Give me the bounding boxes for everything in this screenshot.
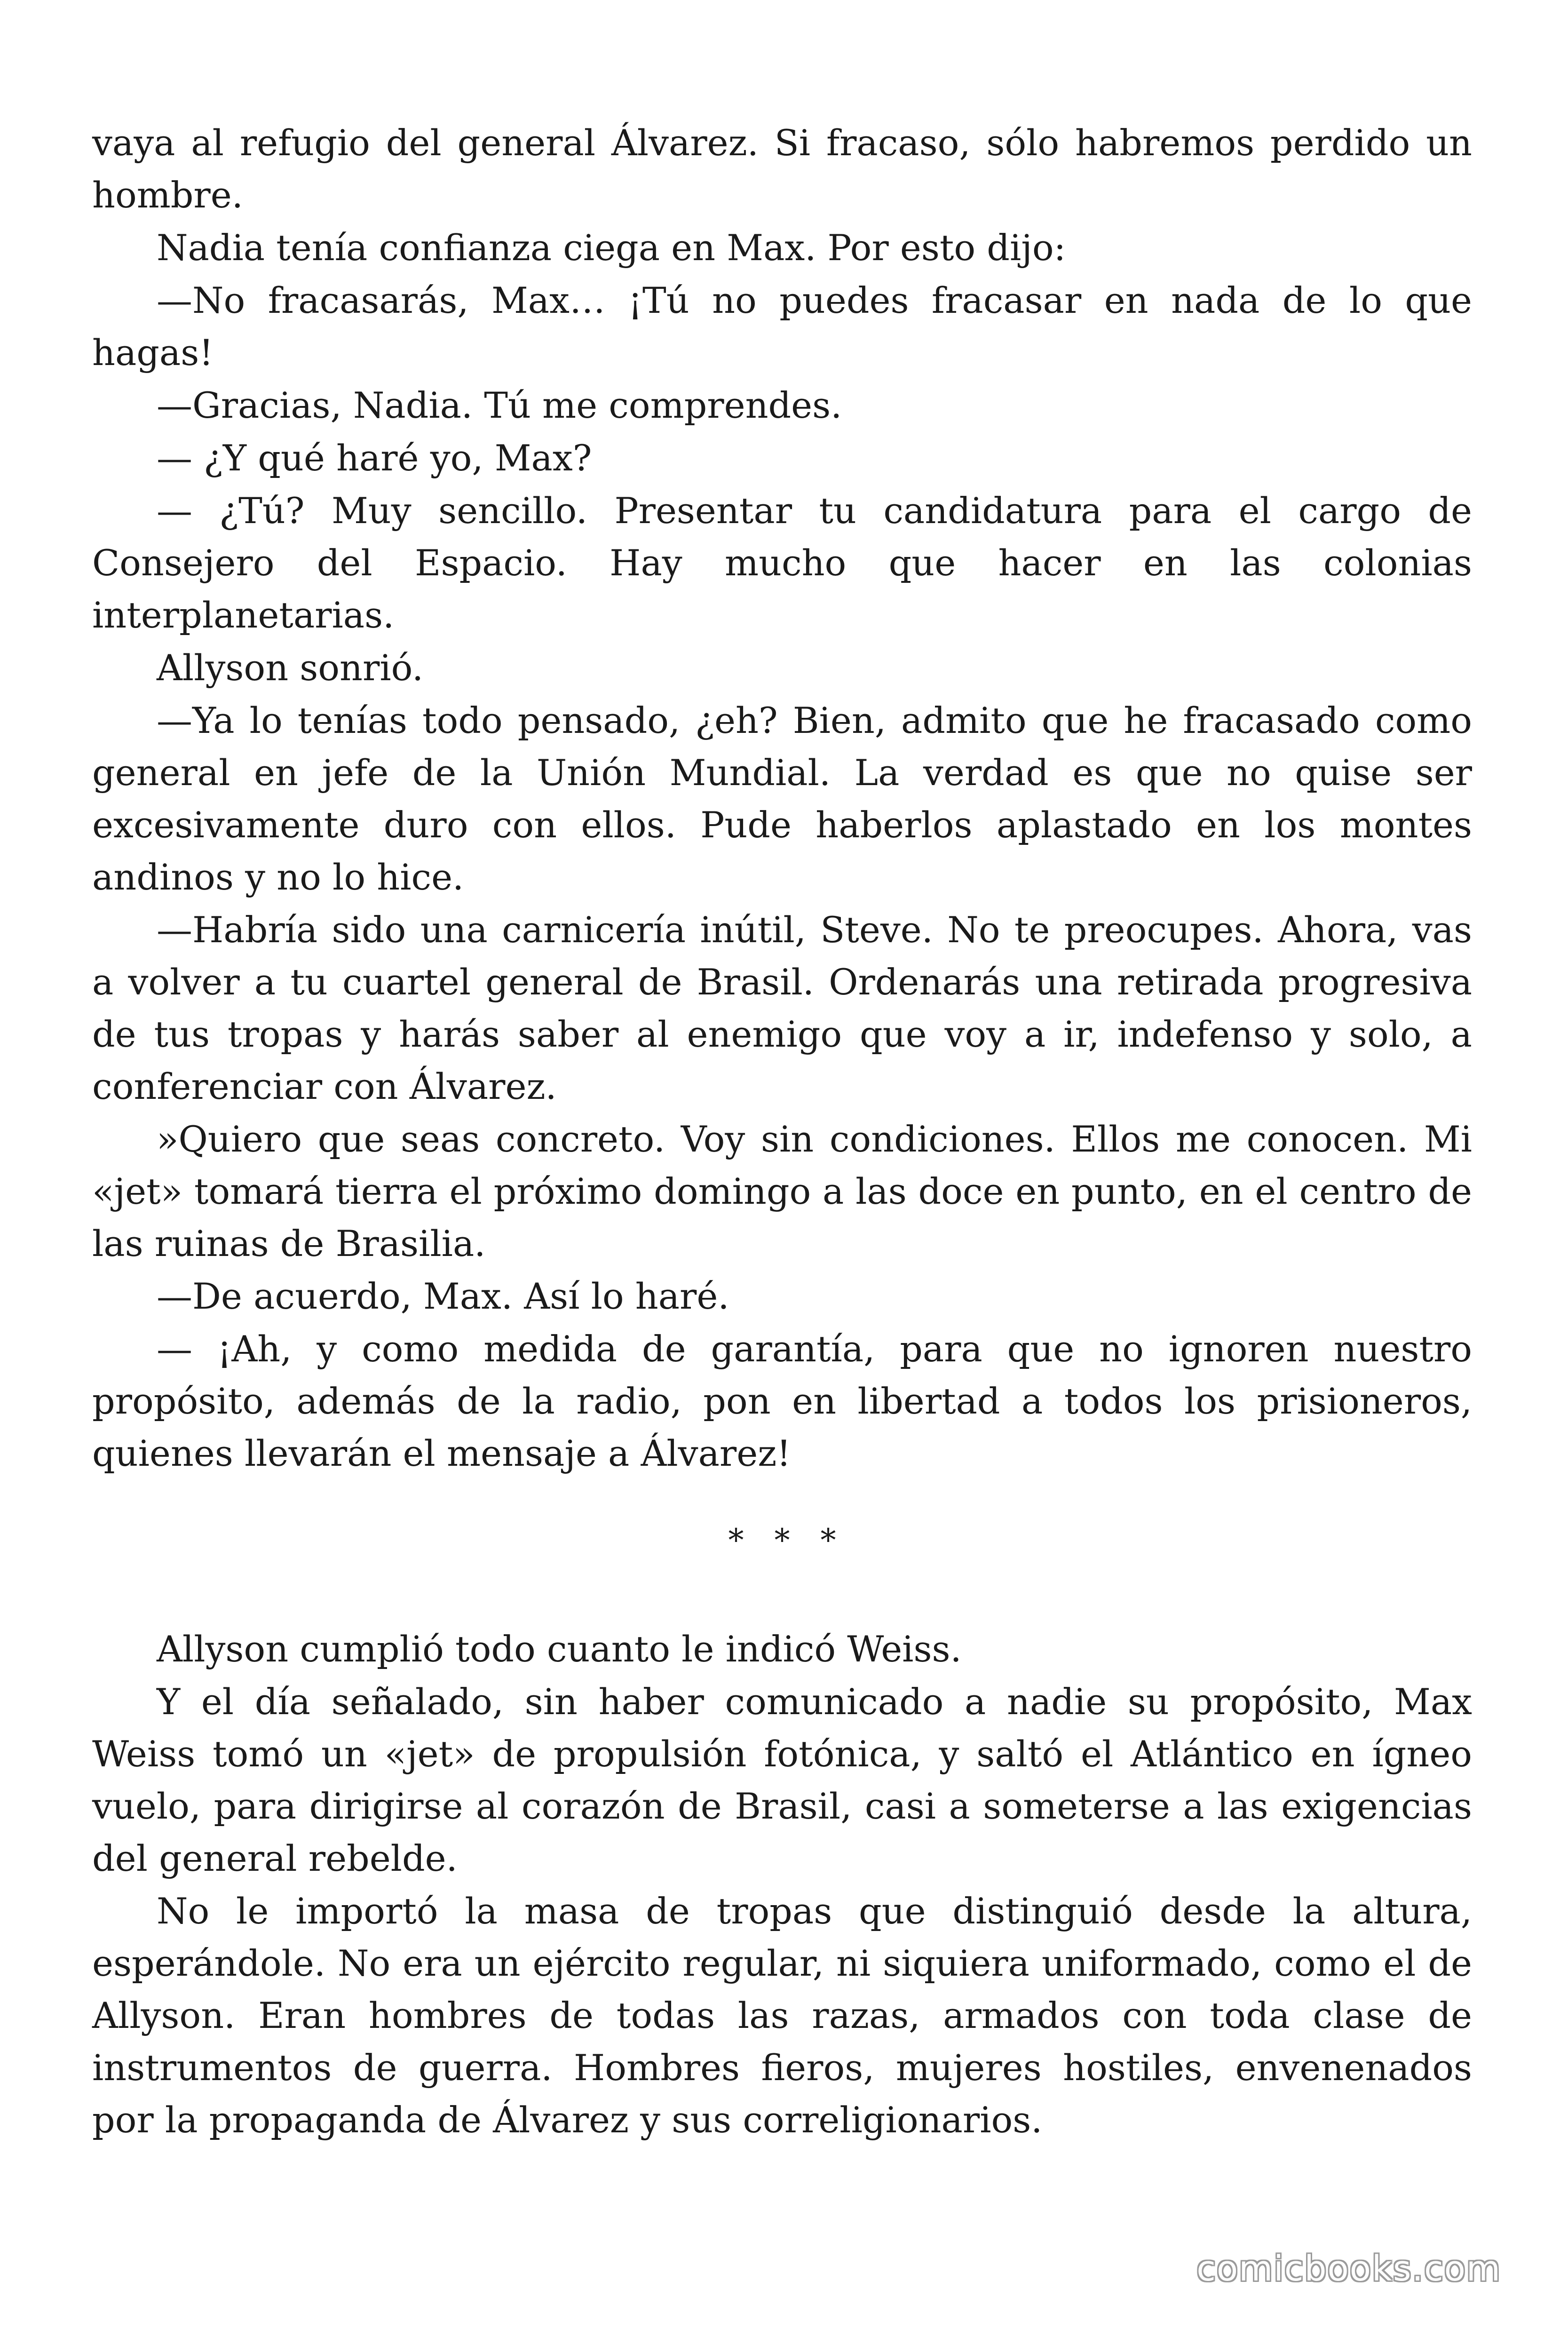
paragraph: — ¿Tú? Muy sencillo. Presentar tu candidatura para el cargo de Consejero del Espacio. Hay mucho que hacer en las colonias interplanetarias. [92, 490, 1472, 636]
paragraph: vaya al refugio del general Álvarez. Si fracaso, sólo habremos perdido un hombre. [92, 122, 1472, 216]
paragraph: Nadia tenía confianza ciega en Max. Por esto dijo: [157, 227, 1066, 269]
paragraph: »Quiero que seas concreto. Voy sin condiciones. Ellos me conocen. Mi «jet» tomará tierra el próximo domingo a las doce en punto, en el centro de las ruinas de Brasilia. [92, 1118, 1472, 1264]
paragraph: Allyson cumplió todo cuanto le indicó Weiss. [157, 1628, 962, 1670]
paragraph: —Gracias, Nadia. Tú me comprendes. [157, 384, 842, 426]
paragraph: No le importó la masa de tropas que distinguió desde la altura, esperándole. No era un ejército regular, ni siquiera uniformado, como el de Allyson. Eran hombres de todas las razas, armados con toda clase de instrumentos de guerra. Hombres fieros, mujeres hostiles, envenenados por la propaganda de Álvarez y sus correligionarios. [92, 1890, 1472, 2141]
paragraph: Y el día señalado, sin haber comunicado a nadie su propósito, Max Weiss tomó un «jet» de propulsión fotónica, y saltó el Atlántico en ígneo vuelo, para dirigirse al corazón de Brasil, casi a someterse a las exigencias del general rebelde. [92, 1681, 1472, 1879]
paragraph: — ¡Ah, y como medida de garantía, para que no ignoren nuestro propósito, además de la radio, pon en libertad a todos los prisioneros, quienes llevarán el mensaje a Álvarez! [92, 1328, 1472, 1474]
paragraph: —Habría sido una carnicería inútil, Steve. No te preocupes. Ahora, vas a volver a tu cuartel general de Brasil. Ordenarás una retirada progresiva de tus tropas y harás saber al enemigo que voy a ir, indefenso y solo, a conferenciar con Álvarez. [92, 909, 1472, 1107]
paragraph: —Ya lo tenías todo pensado, ¿eh? Bien, admito que he fracasado como general en jefe de la Unión Mundial. La verdad es que no quise ser excesivamente duro con ellos. Pude haberlos aplastado en los montes andinos y no lo hice. [92, 699, 1472, 898]
paragraph: —No fracasarás, Max… ¡Tú no puedes fracasar en nada de lo que hagas! [92, 279, 1472, 373]
paragraph: Allyson sonrió. [157, 647, 424, 689]
watermark: comicbooks.com [1196, 2249, 1501, 2289]
paragraph: —De acuerdo, Max. Así lo haré. [157, 1275, 729, 1317]
paragraph: — ¿Y qué haré yo, Max? [157, 437, 592, 479]
scene-break: * * * [728, 1522, 847, 1558]
page-text [92, 117, 1472, 2146]
